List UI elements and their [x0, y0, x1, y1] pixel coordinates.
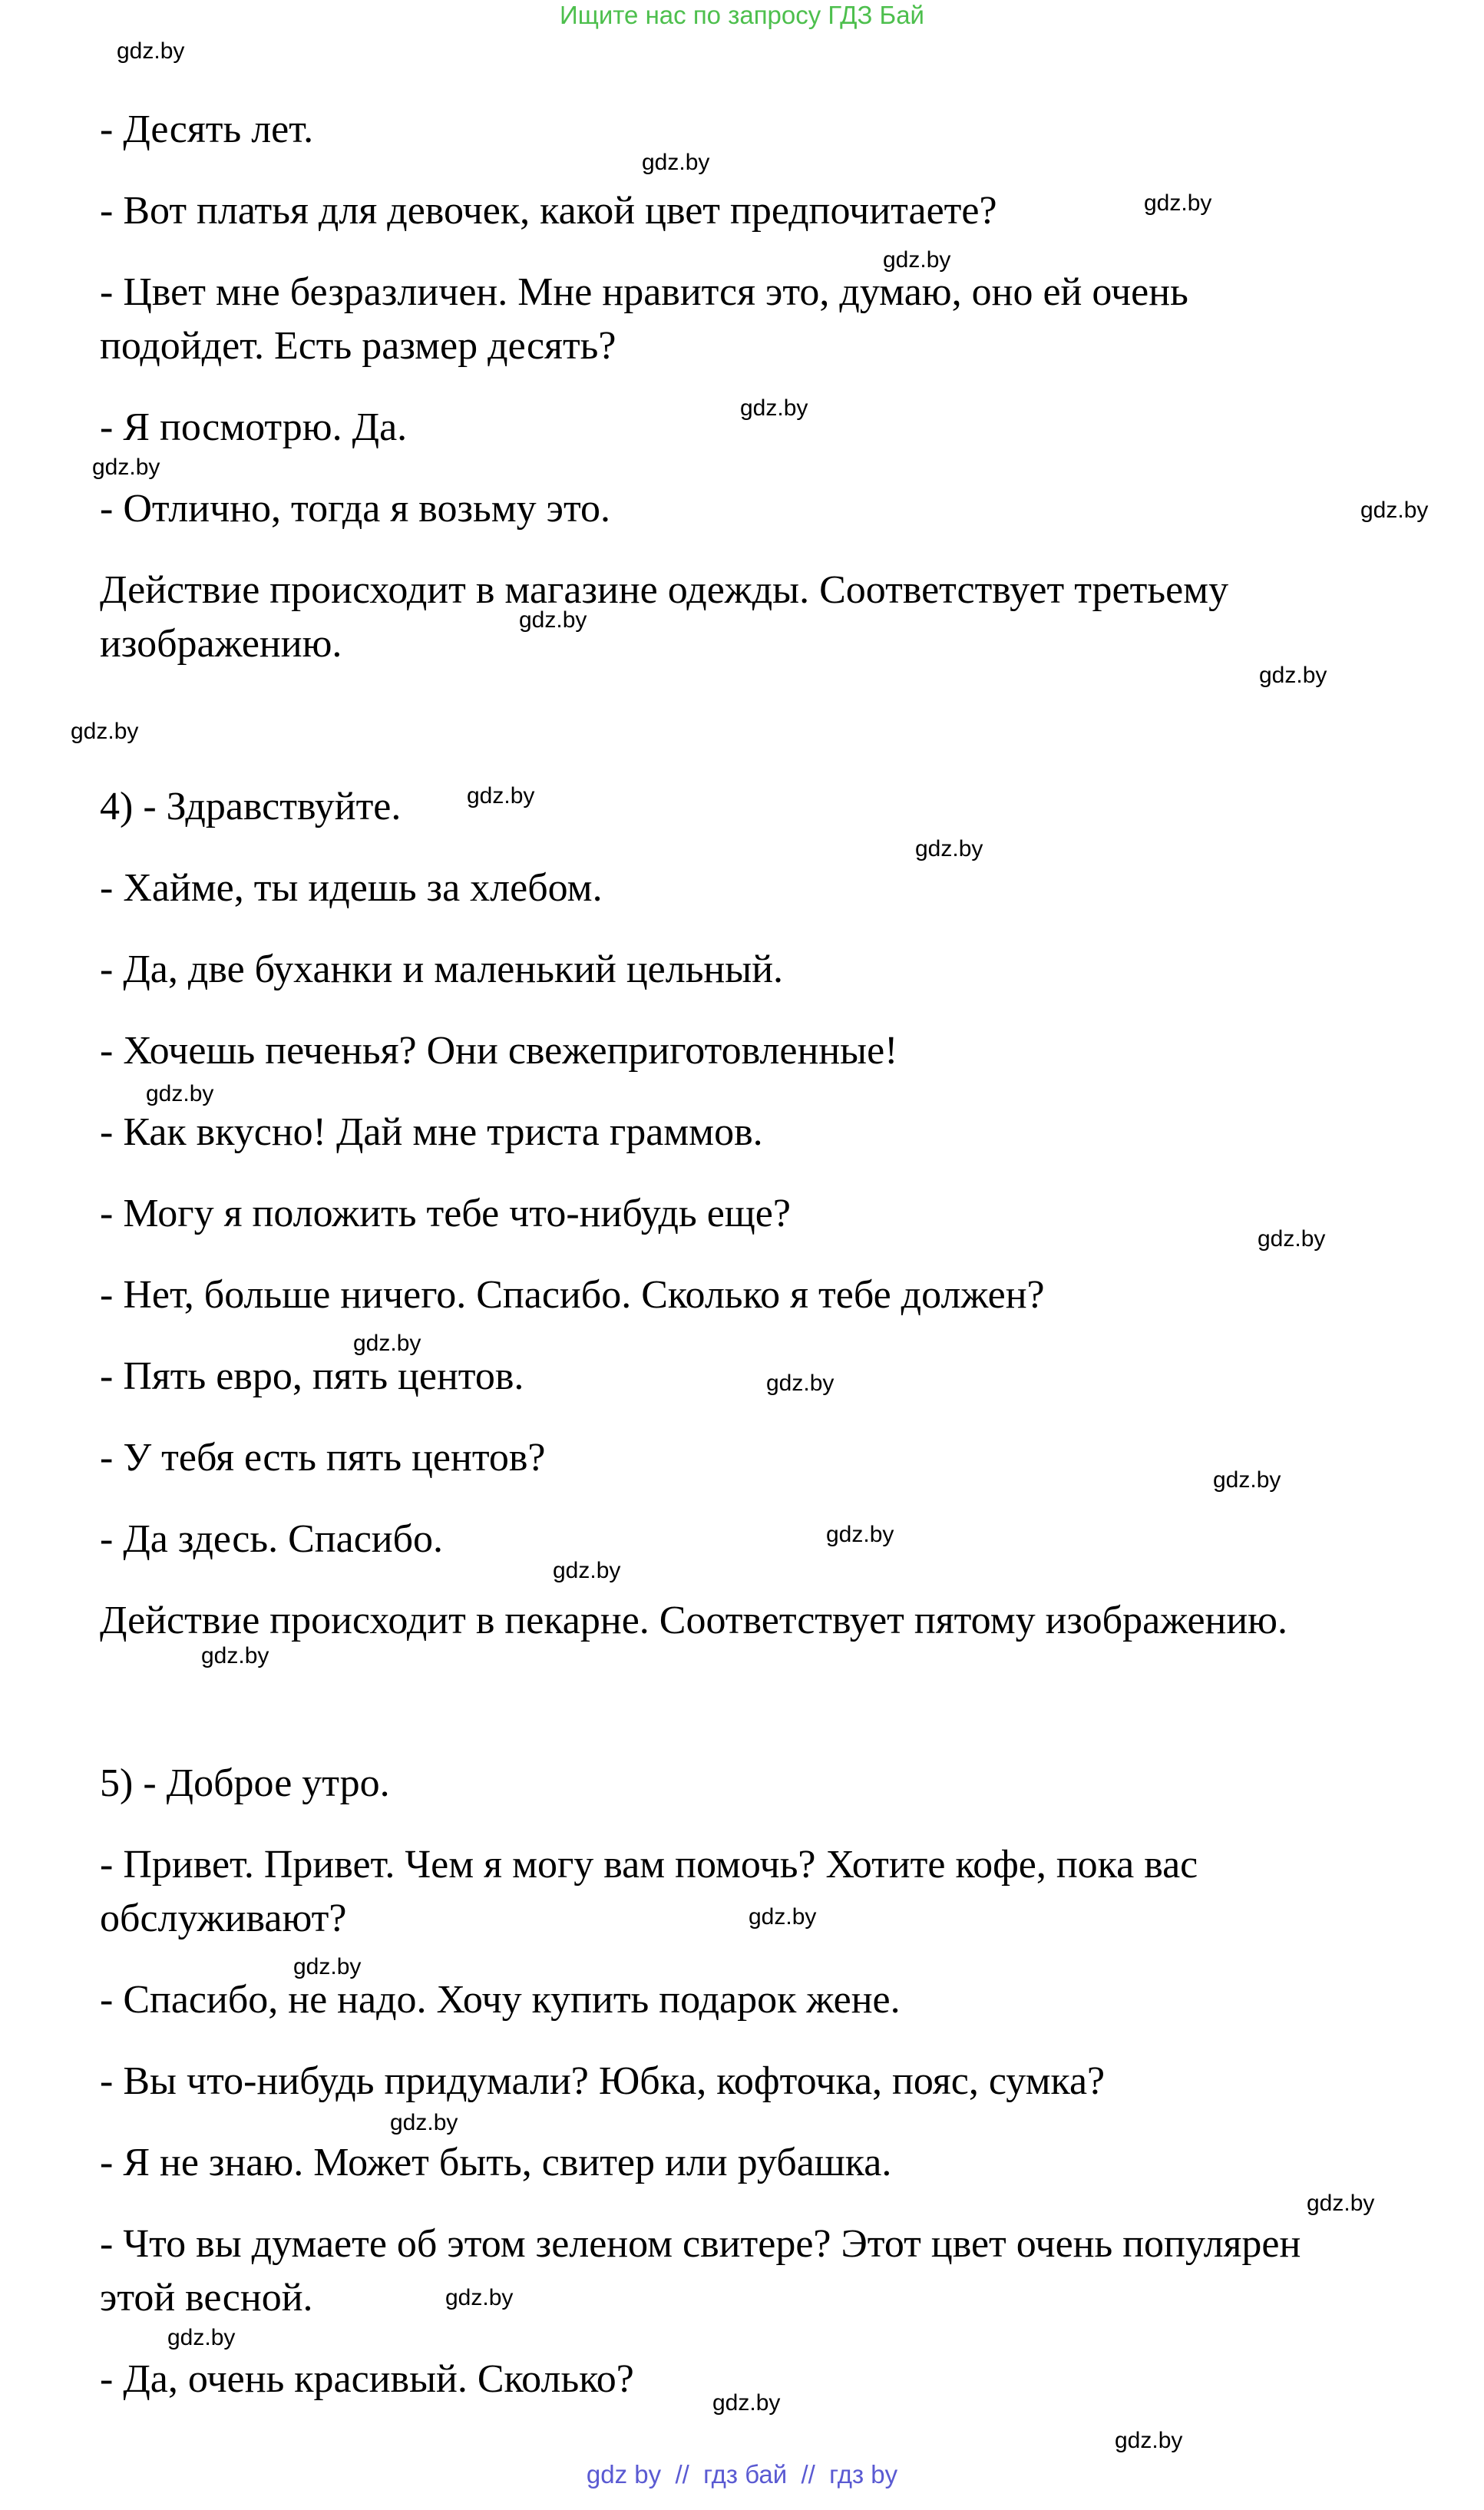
section-4-heading: 4) - Здравствуйте.	[100, 785, 402, 828]
watermark: gdz.by	[1307, 2191, 1375, 2216]
text-line: - Хайме, ты идешь за хлебом.	[100, 866, 603, 910]
watermark: gdz.by	[92, 455, 160, 480]
text-line: этой весной.	[100, 2276, 313, 2320]
text-line: - Могу я положить тебе что-нибудь еще?	[100, 1192, 791, 1235]
watermark: gdz.by	[1213, 1467, 1281, 1493]
watermark: gdz.by	[146, 1081, 214, 1106]
text-line: - Я не знаю. Может быть, свитер или рубашка.	[100, 2141, 892, 2184]
search-hint-header: Ищите нас по запросу ГДЗ Бай	[560, 1, 924, 29]
text-line: - Отлично, тогда я возьму это.	[100, 487, 611, 531]
watermark: gdz.by	[740, 395, 808, 421]
watermark: gdz.by	[915, 836, 983, 861]
section-5-heading: 5) - Доброе утро.	[100, 1761, 390, 1805]
text-line: - Как вкусно! Дай мне триста граммов.	[100, 1110, 763, 1154]
watermark: gdz.by	[1259, 663, 1327, 688]
text-line: - Пять евро, пять центов.	[100, 1354, 524, 1398]
watermark: gdz.by	[445, 2285, 514, 2310]
text-line: - Спасибо, не надо. Хочу купить подарок жене.	[100, 1978, 901, 2022]
watermark: gdz.by	[1115, 2428, 1183, 2453]
site-footer: gdz by // гдз бай // гдз by	[586, 2460, 898, 2489]
watermark: gdz.by	[553, 1558, 621, 1583]
text-line: - Да, две буханки и маленький цельный.	[100, 947, 784, 991]
text-line: - Я посмотрю. Да.	[100, 405, 408, 449]
text-line: - Цвет мне безразличен. Мне нравится это, думаю, оно ей очень	[100, 270, 1188, 314]
text-line: - У тебя есть пять центов?	[100, 1436, 546, 1480]
watermark: gdz.by	[749, 1904, 817, 1930]
watermark: gdz.by	[71, 719, 139, 744]
text-line: - Да, очень красивый. Сколько?	[100, 2357, 634, 2401]
text-line: Действие происходит в магазине одежды. Соответствует третьему	[100, 568, 1229, 612]
text-line: - Привет. Привет. Чем я могу вам помочь? Хотите кофе, пока вас	[100, 1843, 1198, 1887]
text-line: - Вы что-нибудь придумали? Юбка, кофточка, пояс, сумка?	[100, 2059, 1106, 2103]
watermark: gdz.by	[467, 783, 535, 809]
text-line: - Вот платья для девочек, какой цвет предпочитаете?	[100, 189, 997, 233]
text-line: - Что вы думаете об этом зеленом свитере? Этот цвет очень популярен	[100, 2222, 1301, 2266]
watermark: gdz.by	[642, 150, 710, 175]
watermark: gdz.by	[712, 2390, 781, 2416]
watermark: gdz.by	[826, 1522, 894, 1547]
text-line: - Десять лет.	[100, 107, 314, 151]
watermark: gdz.by	[167, 2325, 236, 2350]
text-line: Действие происходит в пекарне. Соответствует пятому изображению.	[100, 1599, 1288, 1642]
text-line: - Нет, больше ничего. Спасибо. Сколько я тебе должен?	[100, 1273, 1045, 1317]
watermark: gdz.by	[1258, 1226, 1326, 1252]
watermark: gdz.by	[201, 1643, 269, 1668]
text-line: - Хочешь печенья? Они свежеприготовленные!	[100, 1029, 898, 1073]
text-line: обслуживают?	[100, 1897, 347, 1940]
text-line: изображению.	[100, 622, 342, 666]
watermark: gdz.by	[293, 1954, 362, 1979]
watermark: gdz.by	[353, 1331, 421, 1356]
watermark: gdz.by	[519, 607, 587, 633]
watermark: gdz.by	[766, 1371, 835, 1396]
text-line: - Да здесь. Спасибо.	[100, 1517, 444, 1561]
watermark: gdz.by	[883, 247, 951, 273]
watermark: gdz.by	[1144, 190, 1212, 216]
watermark: gdz.by	[1360, 498, 1429, 523]
watermark: gdz.by	[390, 2110, 458, 2135]
text-line: подойдет. Есть размер десять?	[100, 324, 616, 368]
watermark: gdz.by	[117, 38, 185, 64]
